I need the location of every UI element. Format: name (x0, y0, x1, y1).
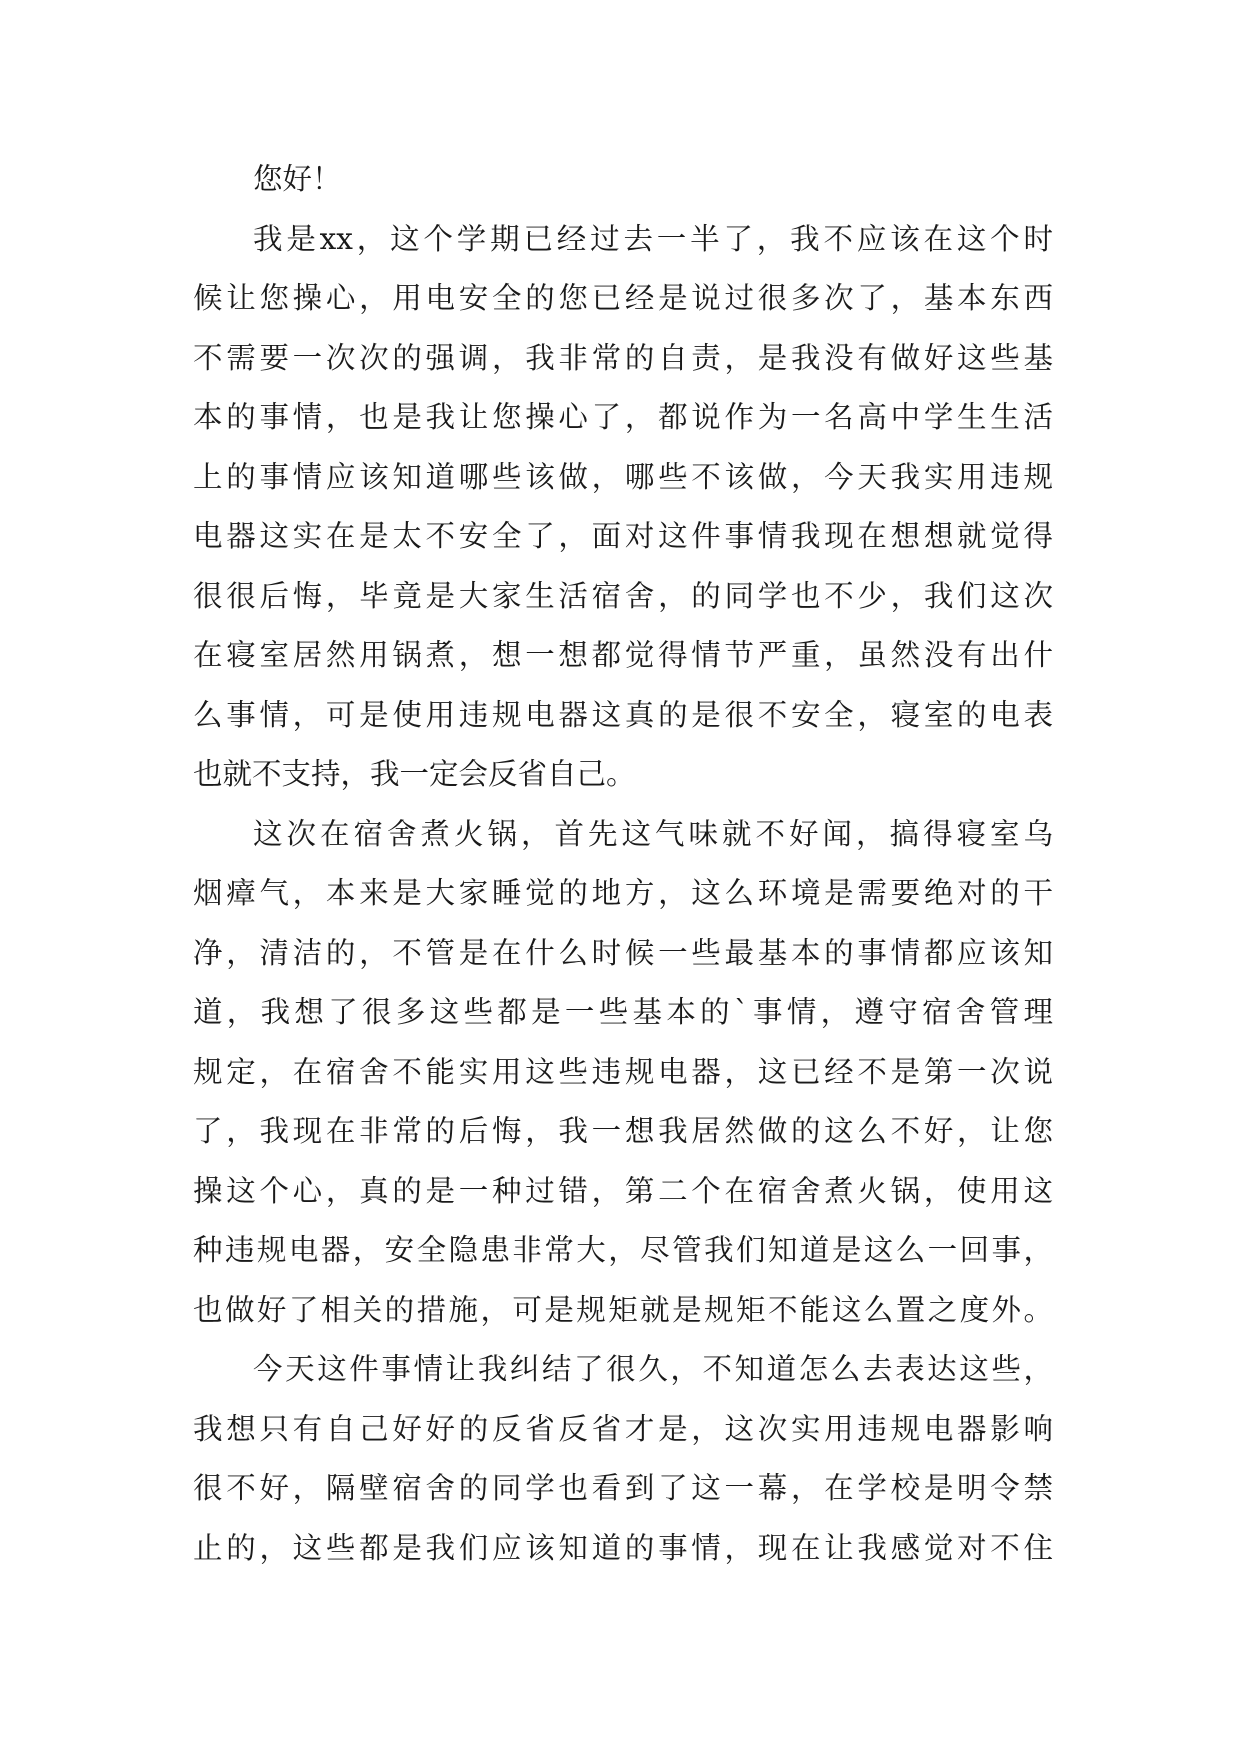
paragraph-1 (193, 210, 1053, 805)
paragraph-line: 候让您操心，用电安全的您已经是说过很多次了，基本东西 (193, 281, 1053, 315)
paragraph-line: 烟瘴气，本来是大家睡觉的地方，这么环境是需要绝对的干 (193, 876, 1053, 910)
paragraph-line: 种违规电器，安全隐患非常大，尽管我们知道是这么一回事， (193, 1233, 1053, 1267)
paragraph-line: 很不好，隔壁宿舍的同学也看到了这一幕，在学校是明令禁 (193, 1471, 1053, 1505)
paragraph-2 (193, 805, 1053, 1341)
greeting: 您好！ (253, 162, 342, 196)
paragraph-line: 这次在宿舍煮火锅，首先这气味就不好闻，搞得寝室乌 (253, 816, 1053, 851)
paragraph-line: 今天这件事情让我纠结了很久，不知道怎么去表达这些， (253, 1352, 1053, 1386)
paragraph-line: 操这个心，真的是一种过错，第二个在宿舍煮火锅，使用这 (193, 1173, 1053, 1208)
paragraph-line: 道，我想了很多这些都是一些基本的`事情，遵守宿舍管理 (193, 995, 1053, 1029)
paragraph-line: 净，清洁的，不管是在什么时候一些最基本的事情都应该知 (193, 935, 1053, 970)
document-body (193, 150, 1053, 1578)
paragraph-line: 我想只有自己好好的反省反省才是，这次实用违规电器影响 (193, 1411, 1053, 1446)
paragraph-line: 在寝室居然用锅煮，想一想都觉得情节严重，虽然没有出什 (193, 638, 1053, 672)
paragraph-line: 电器这实在是太不安全了，面对这件事情我现在想想就觉得 (193, 519, 1053, 553)
paragraph-line: 本的事情，也是我让您操心了，都说作为一名高中学生生活 (193, 400, 1053, 434)
paragraph-line: 上的事情应该知道哪些该做，哪些不该做，今天我实用违规 (193, 459, 1053, 494)
paragraph-line: 很很后悔，毕竟是大家生活宿舍，的同学也不少，我们这次 (193, 578, 1053, 613)
paragraph-line: 也就不支持，我一定会反省自己。 (193, 757, 636, 791)
paragraph-line: 规定，在宿舍不能实用这些违规电器，这已经不是第一次说 (193, 1054, 1053, 1089)
paragraph-line: 么事情，可是使用违规电器这真的是很不安全，寝室的电表 (193, 697, 1053, 732)
paragraph-line: 了，我现在非常的后悔，我一想我居然做的这么不好，让您 (193, 1114, 1053, 1148)
paragraph-3 (193, 1340, 1053, 1578)
paragraph-line: 止的，这些都是我们应该知道的事情，现在让我感觉对不住 (193, 1530, 1053, 1565)
paragraph-line: 不需要一次次的强调，我非常的自责，是我没有做好这些基 (193, 340, 1053, 375)
paragraph-line: 我是xx，这个学期已经过去一半了，我不应该在这个时 (253, 221, 1053, 256)
paragraph-line: 也做好了相关的措施，可是规矩就是规矩不能这么置之度外。 (193, 1292, 1053, 1327)
